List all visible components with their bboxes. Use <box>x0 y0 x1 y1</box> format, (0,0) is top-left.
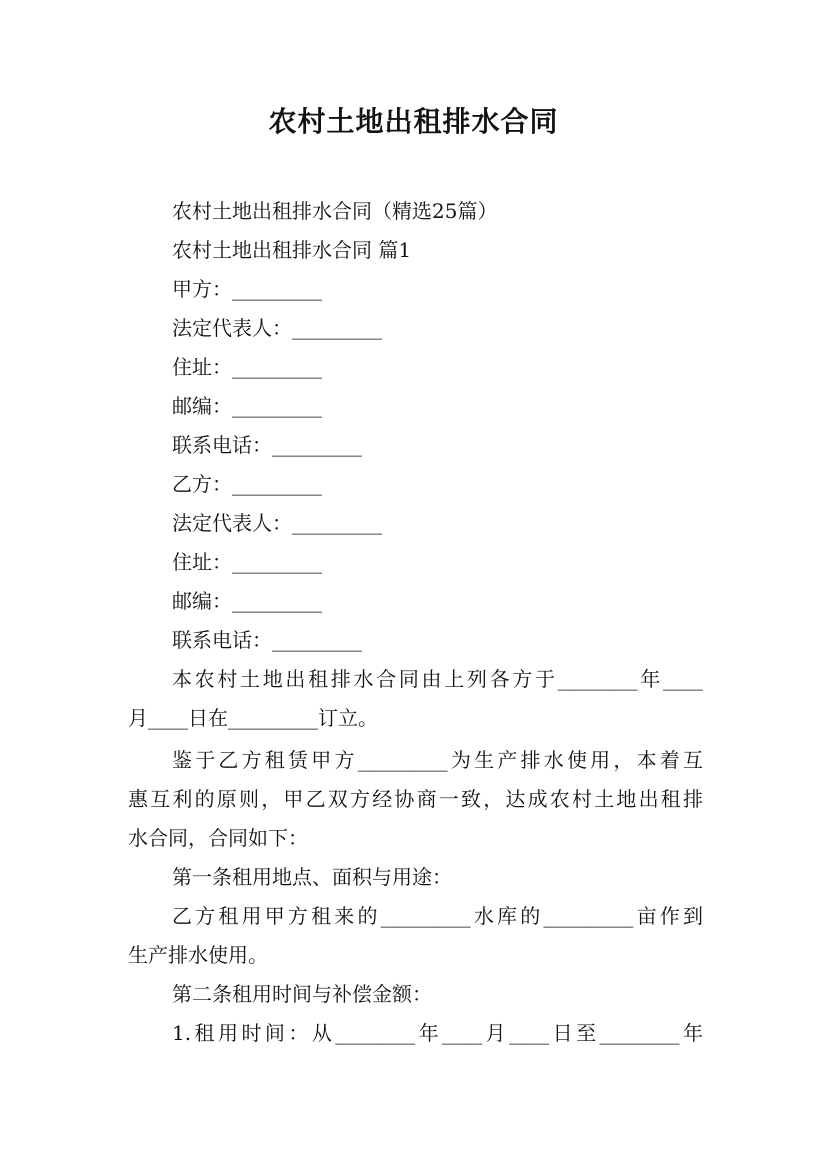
paragraph-line: 月____日在_________订立。 <box>128 706 378 730</box>
party-b-postcode-line: 邮编：_________ <box>172 589 322 613</box>
party-b-line: 乙方：_________ <box>172 472 322 496</box>
party-a-postcode-line: 邮编：_________ <box>172 394 322 418</box>
party-b-address-line: 住址：_________ <box>172 550 322 574</box>
party-a-phone-line: 联系电话：_________ <box>172 433 362 457</box>
section-heading: 农村土地出租排水合同 篇1 <box>172 238 412 262</box>
party-b-phone-line: 联系电话：_________ <box>172 628 362 652</box>
party-a-address-line: 住址：_________ <box>172 355 322 379</box>
subtitle-line: 农村土地出租排水合同（精选25篇） <box>172 199 498 223</box>
article-heading: 第一条租用地点、面积与用途： <box>172 865 452 889</box>
paragraph-line: 水合同，合同如下： <box>128 826 308 850</box>
paragraph-line: 本农村土地出租排水合同由上列各方于________年____ <box>172 667 703 691</box>
party-b-representative-line: 法定代表人：_________ <box>172 511 382 535</box>
party-a-representative-line: 法定代表人：_________ <box>172 316 382 340</box>
paragraph-line: 鉴于乙方租赁甲方_________为生产排水使用，本着互 <box>172 748 703 772</box>
paragraph-line: 生产排水使用。 <box>128 943 268 967</box>
paragraph-line: 1.租用时间：从________年____月____日至________年 <box>172 1021 703 1045</box>
document-title: 农村土地出租排水合同 <box>268 105 559 138</box>
paragraph-line: 乙方租用甲方租来的_________水库的_________亩作到 <box>172 904 703 928</box>
article-heading: 第二条租用时间与补偿金额： <box>172 982 432 1006</box>
party-a-line: 甲方：_________ <box>172 277 322 301</box>
paragraph-line: 惠互利的原则，甲乙双方经协商一致，达成农村土地出租排 <box>128 787 703 811</box>
